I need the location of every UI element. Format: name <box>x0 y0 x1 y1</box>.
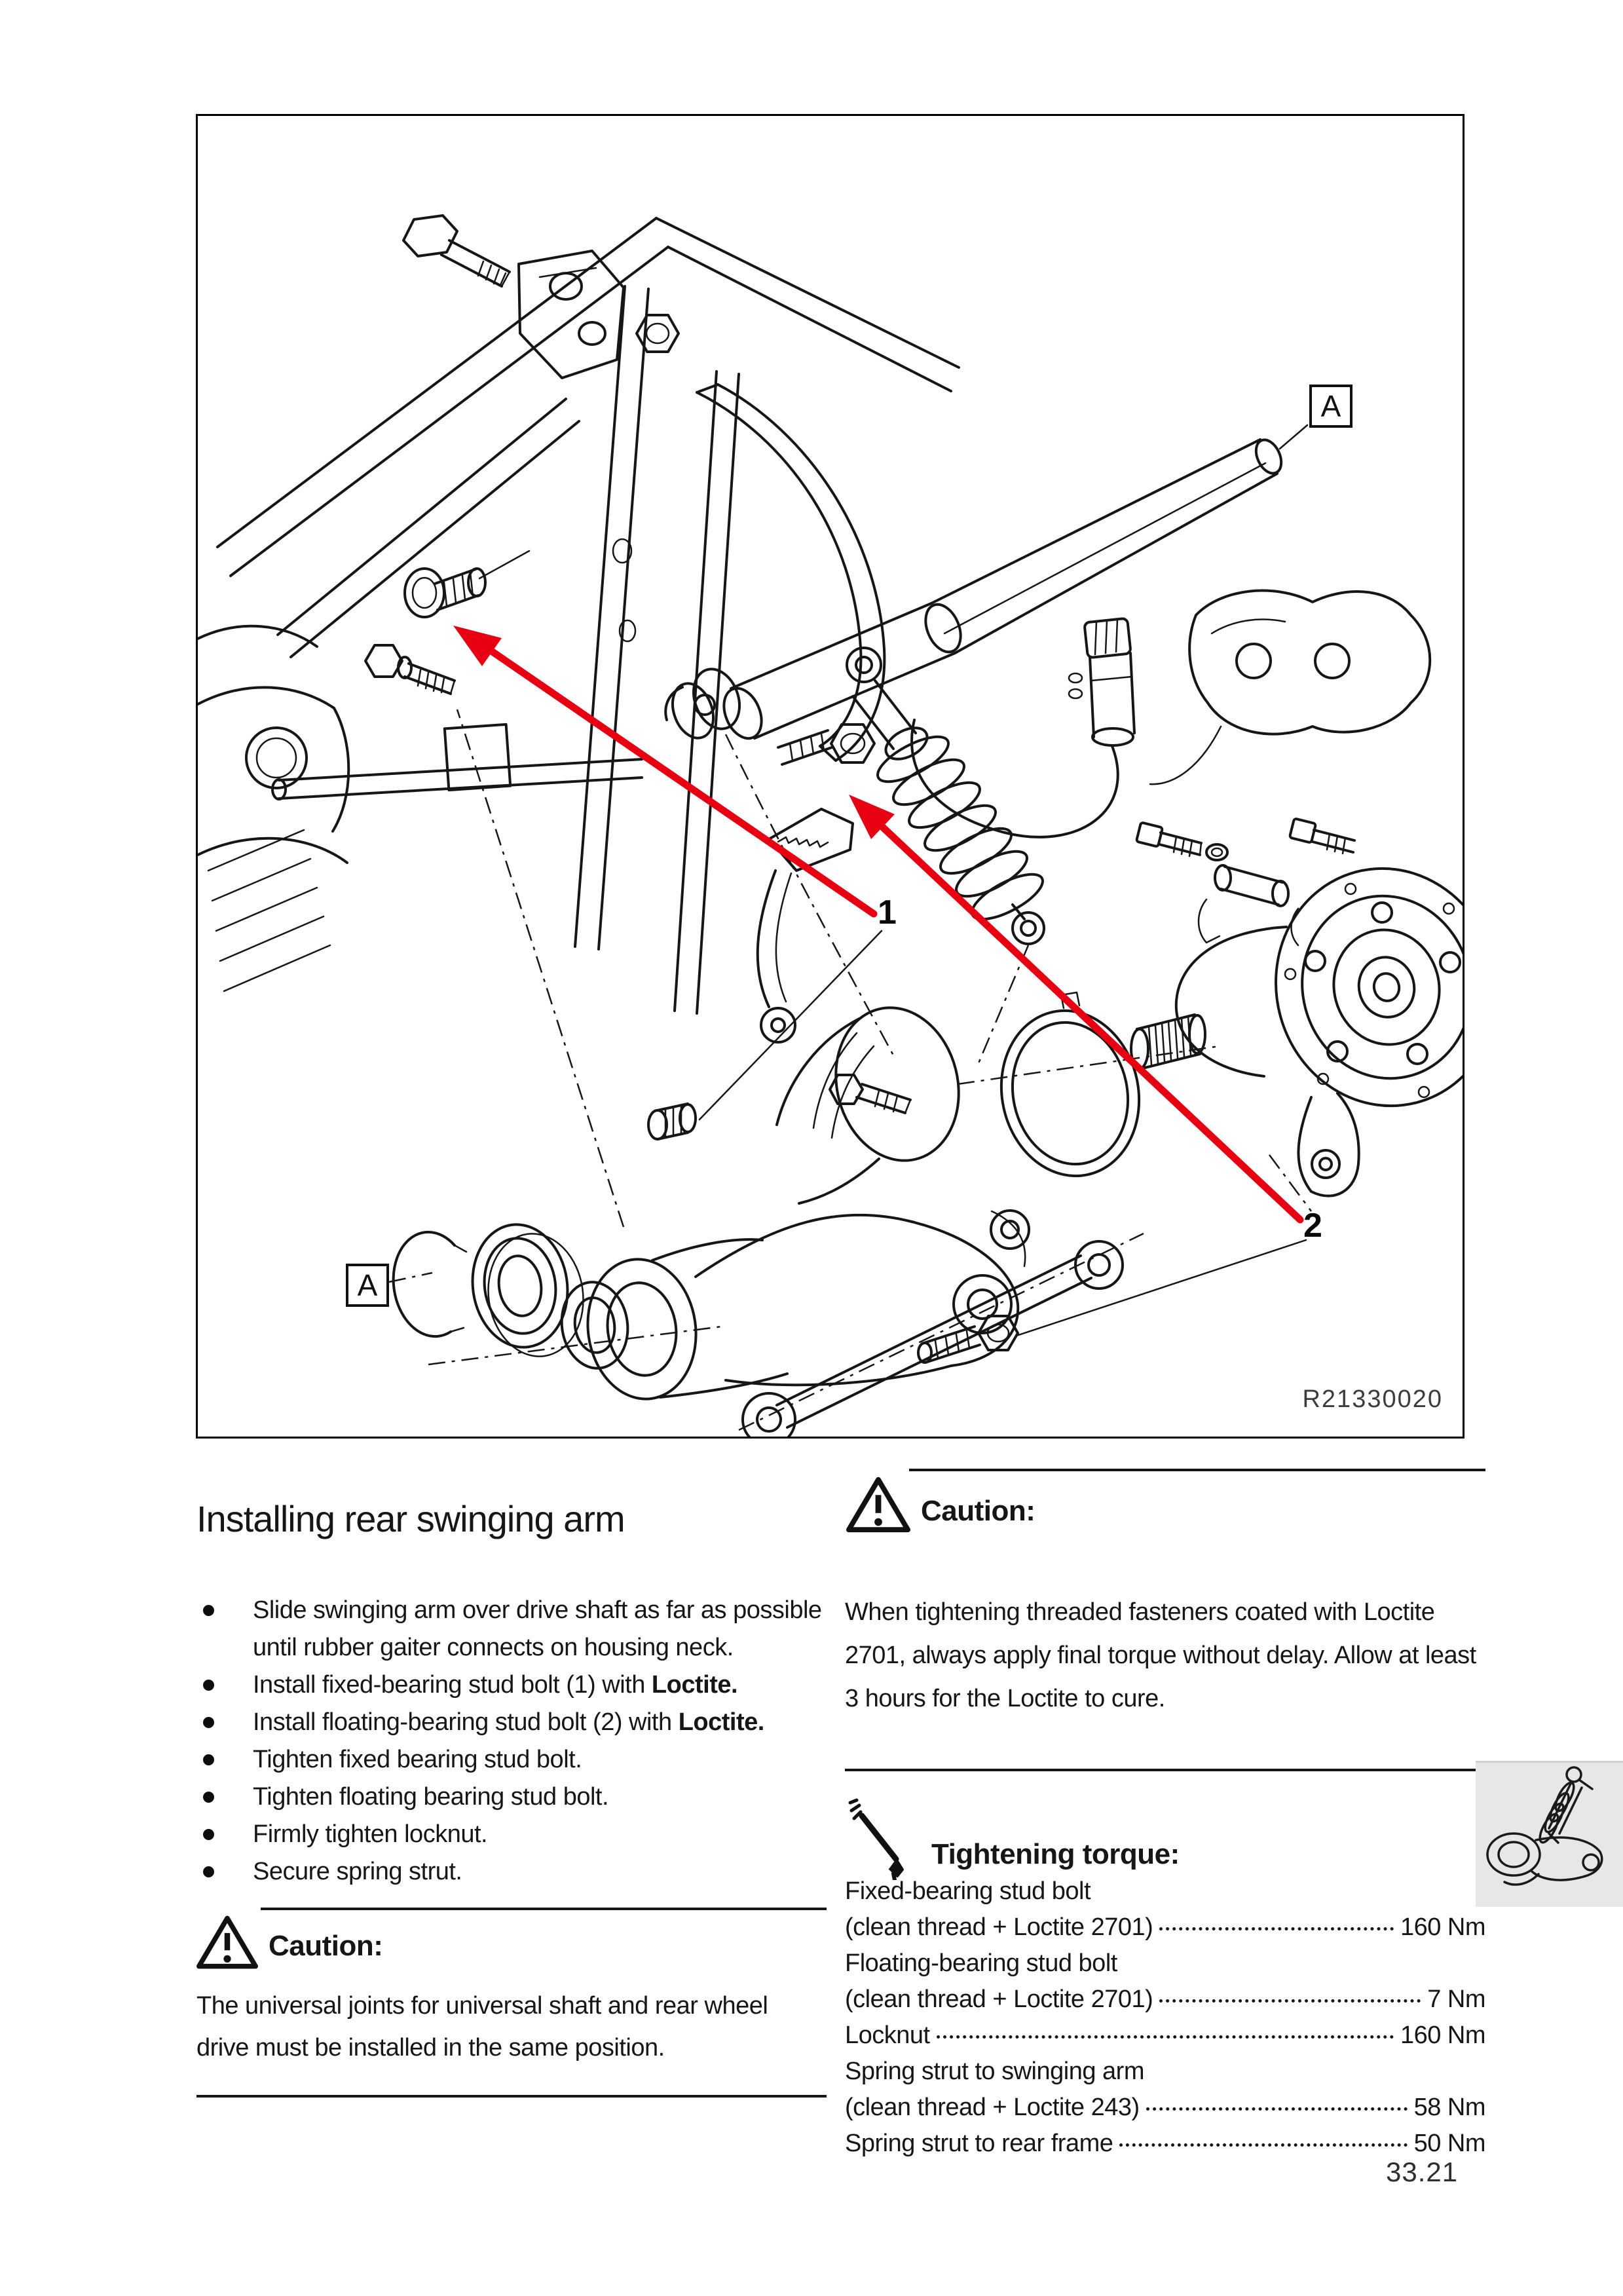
callout-2: 2 <box>1303 1207 1322 1245</box>
torque-spec-row <box>845 2094 1485 2130</box>
top-bolt-and-bracket <box>403 216 679 378</box>
step-text: Tighten fixed bearing stud bolt. <box>253 1746 582 1773</box>
torque-spec-label: (clean thread + Loctite 2701) <box>845 1913 1153 1941</box>
bullet-icon <box>203 1680 214 1691</box>
caution-text: When tightening threaded fasteners coated with Loctite 2701, always apply final torque without delay. Allow at least 3 hours for the Loctite to cure. <box>845 1598 1476 1712</box>
step-text: Slide swinging arm over drive shaft as far as possible until rubber gaiter connects on housing neck. <box>253 1596 822 1661</box>
red-arrows <box>453 626 1300 1220</box>
torque-spec-row <box>845 1877 1485 1913</box>
step-text: Tighten floating bearing stud bolt. <box>253 1783 609 1811</box>
torque-spec-row <box>845 1913 1485 1949</box>
divider <box>909 1469 1485 1471</box>
step-text: Install floating-bearing stud bolt (2) with <box>253 1708 679 1736</box>
torque-spec-row <box>845 1949 1485 1985</box>
torque-spec-label: Fixed-bearing stud bolt <box>845 1877 1091 1905</box>
procedure-steps <box>196 1592 827 1891</box>
torque-spec-value: 160 Nm <box>1400 2022 1485 2049</box>
figure-frame <box>196 114 1464 1439</box>
warning-triangle-icon <box>196 1914 258 1970</box>
final-drive <box>1131 844 1463 1196</box>
bullet-icon <box>203 1754 214 1765</box>
dot-leader <box>1159 1999 1421 2003</box>
torque-spec-row <box>845 1985 1485 2022</box>
dot-leader <box>1159 1927 1394 1930</box>
caution-text: The universal joints for universal shaft and rear wheel drive must be installed in the same position. <box>196 1992 768 2061</box>
torque-spec-label: (clean thread + Loctite 2701) <box>845 1985 1153 2013</box>
procedure-step <box>196 1853 827 1891</box>
seal-ring <box>986 992 1154 1189</box>
callout-a-driveshaft <box>1309 385 1352 428</box>
torque-spec-value: 50 Nm <box>1413 2130 1485 2157</box>
exploded-diagram <box>198 116 1463 1437</box>
procedure-step <box>196 1816 827 1853</box>
fixed-bearing-stud-bolt <box>648 1104 696 1139</box>
divider <box>845 1769 1485 1771</box>
chapter-thumbnail <box>1476 1761 1623 1907</box>
torque-spec-label: Floating-bearing stud bolt <box>845 1949 1117 1977</box>
brake-caliper <box>1150 591 1430 785</box>
page-title: Installing rear swinging arm <box>196 1497 625 1539</box>
pivot-bearings <box>394 1218 633 1372</box>
bullet-icon <box>203 1866 214 1877</box>
bullet-icon <box>203 1605 214 1616</box>
page-number: 33.21 <box>1386 2156 1459 2187</box>
torque-spec-value: 7 Nm <box>1427 1985 1485 2013</box>
torque-spec-row <box>845 2058 1485 2094</box>
dot-leader <box>937 2035 1394 2039</box>
step-text: Firmly tighten locknut. <box>253 1820 488 1848</box>
procedure-step <box>196 1704 827 1741</box>
dot-leader <box>1146 2107 1408 2111</box>
torque-spec-label: Locknut <box>845 2022 930 2049</box>
callout-leaders <box>700 931 1306 1336</box>
callout-1: 1 <box>878 894 897 932</box>
callout-a-label: A <box>357 1268 378 1302</box>
torque-spec-row <box>845 2022 1485 2058</box>
engine-block <box>198 551 529 991</box>
torque-wrench-icon <box>848 1796 916 1880</box>
divider <box>261 1908 827 1910</box>
swinging-arm <box>579 994 1029 1406</box>
dot-leader <box>1119 2143 1407 2147</box>
bullet-icon <box>203 1717 214 1728</box>
step-text-bold: Loctite. <box>651 1671 738 1699</box>
bullet-icon <box>203 1829 214 1840</box>
assembly-axes <box>389 709 1311 1430</box>
drive-shaft <box>665 425 1307 744</box>
warning-triangle-icon <box>846 1475 910 1534</box>
callout-a-circlip <box>346 1264 389 1307</box>
caution-heading: Caution: <box>269 1930 383 1962</box>
procedure-step <box>196 1592 827 1666</box>
torque-spec-list <box>845 1877 1485 2166</box>
torque-heading: Tightening torque: <box>931 1838 1180 1870</box>
stud-with-locknut <box>778 725 874 764</box>
caution-heading: Caution: <box>921 1495 1035 1527</box>
torque-spec-label: Spring strut to swinging arm <box>845 2058 1144 2085</box>
torque-spec-label: Spring strut to rear frame <box>845 2130 1113 2157</box>
step-text: Install fixed-bearing stud bolt (1) with <box>253 1671 652 1699</box>
figure-reference-number: R21330020 <box>1302 1385 1443 1413</box>
step-text: Secure spring strut. <box>253 1858 462 1885</box>
chapter-thumbnail-art <box>1476 1763 1623 1907</box>
torque-spec-value: 160 Nm <box>1400 1913 1485 1941</box>
bullet-icon <box>203 1792 214 1803</box>
step-text-bold: Loctite. <box>678 1708 764 1736</box>
procedure-step <box>196 1666 827 1704</box>
divider <box>196 2095 827 2098</box>
callout-a-label: A <box>1320 389 1341 423</box>
procedure-step <box>196 1741 827 1778</box>
torque-spec-label: (clean thread + Loctite 243) <box>845 2094 1140 2121</box>
procedure-step <box>196 1778 827 1816</box>
torque-spec-value: 58 Nm <box>1413 2094 1485 2121</box>
